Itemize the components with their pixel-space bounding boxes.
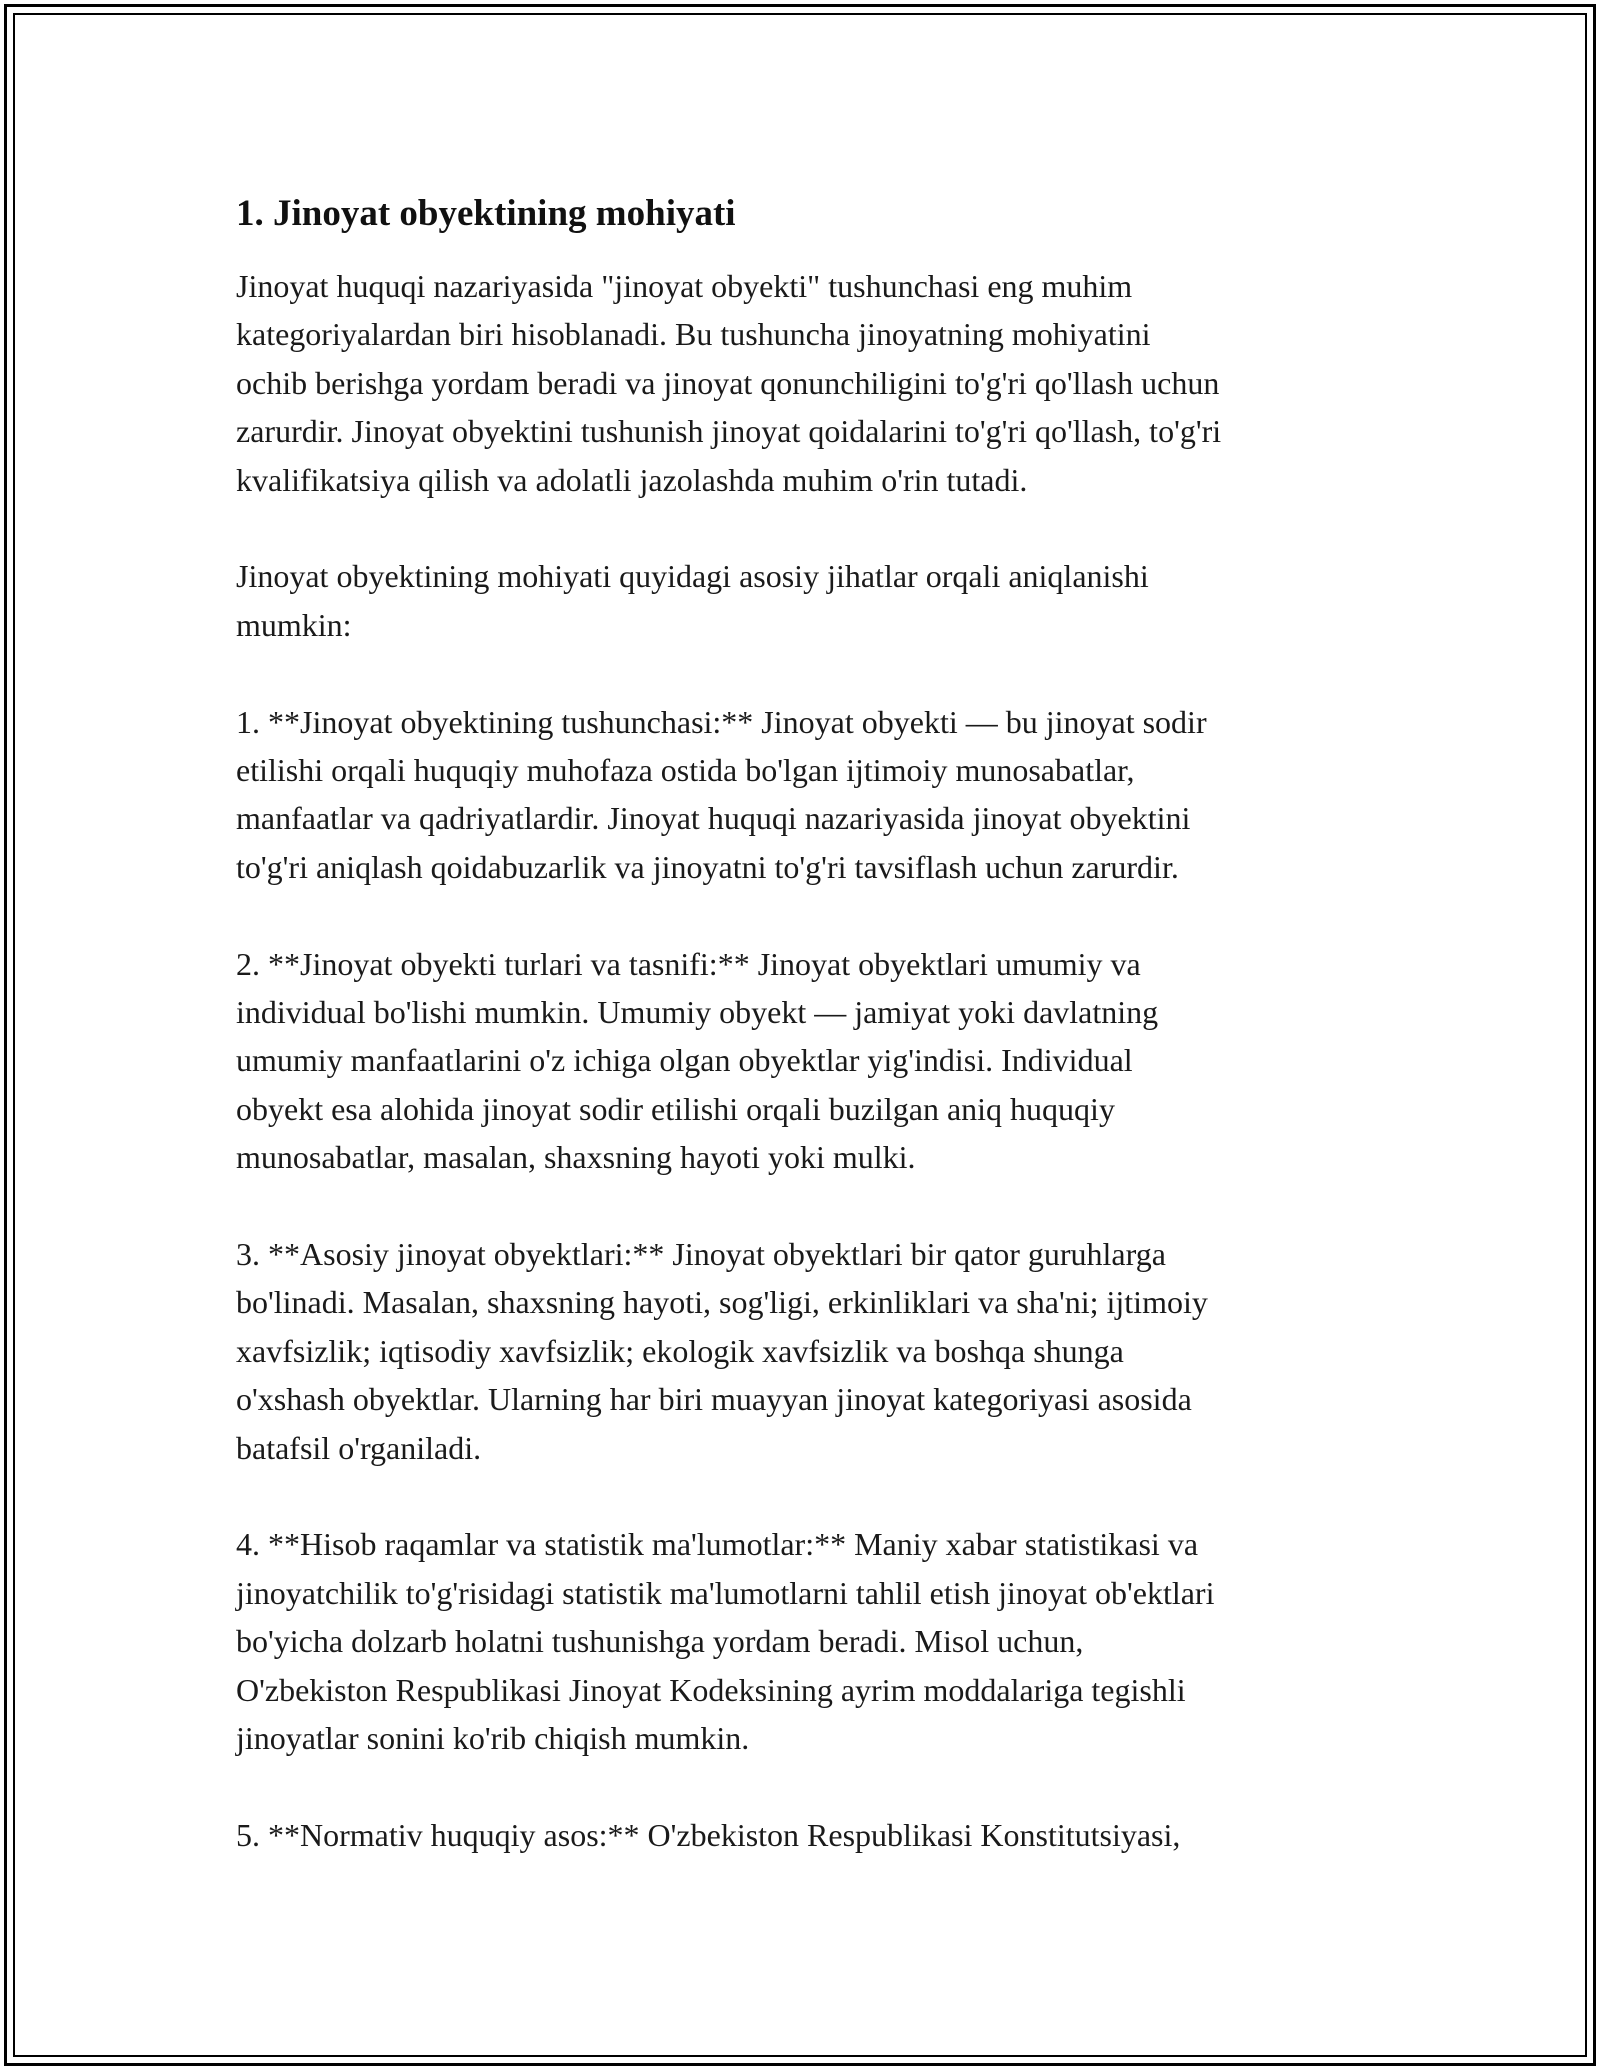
list-item-5: 5. **Normativ huquqiy asos:** O'zbekiston Respublikasi Konstitutsiyasi,: [236, 1816, 1181, 1853]
document-title: 1. Jinoyat obyektining mohiyati: [236, 193, 736, 234]
intro-paragraph: Jinoyat huquqi nazariyasida "jinoyat obyekti" tushunchasi eng muhim kategoriyalardan biri hisoblanadi. Bu tushuncha jinoyatning mohiyatini ochib berishga yordam beradi va jinoyat qonunchiligini to'g'ri qo'llash uchun zarurdir. Jinoyat obyektini tushunish jinoyat qoidalarini to'g'ri qo'llash, to'g'ri kvalifikatsiya qilish va adolatli jazolashda muhim o'rin tutadi.: [236, 268, 1222, 498]
list-item-4: 4. **Hisob raqamlar va statistik ma'lumotlar:** Maniy xabar statistikasi va jinoyatchilik to'g'risidagi statistik ma'lumotlarni tahlil etish jinoyat ob'ektlari bo'yicha dolzarb holatni tushunishga yordam beradi. Misol uchun, O'zbekiston Respublikasi Jinoyat Kodeksining ayrim moddalariga tegishli jinoyatlar sonini ko'rib chiqish mumkin.: [236, 1526, 1215, 1757]
document-body: [236, 188, 1366, 1908]
aspects-lead-paragraph: Jinoyat obyektining mohiyati quyidagi asosiy jihatlar orqali aniqlanishi mumkin:: [236, 558, 1149, 643]
list-item-3: 3. **Asosiy jinoyat obyektlari:** Jinoyat obyektlari bir qator guruhlarga bo'linadi. Masalan, shaxsning hayoti, sog'ligi, erkinliklari va sha'ni; ijtimoiy xavfsizlik; iqtisodiy xavfsizlik; ekologik xavfsizlik va boshqa shunga o'xshash obyektlar. Ularning har biri muayyan jinoyat kategoriyasi asosida batafsil o'rganiladi.: [236, 1236, 1208, 1466]
list-item-2: 2. **Jinoyat obyekti turlari va tasnifi:** Jinoyat obyektlari umumiy va individual bo'lishi mumkin. Umumiy obyekt — jamiyat yoki davlatning umumiy manfaatlarini o'z ichiga olgan obyektlar yig'indisi. Individual obyekt esa alohida jinoyat sodir etilishi orqali buzilgan aniq huquqiy munosabatlar, masalan, shaxsning hayoti yoki mulki.: [236, 945, 1159, 1176]
list-item-1: 1. **Jinoyat obyektining tushunchasi:** Jinoyat obyekti — bu jinoyat sodir etilishi orqali huquqiy muhofaza ostida bo'lgan ijtimoiy munosabatlar, manfaatlar va qadriyatlardir. Jinoyat huquqi nazariyasida jinoyat obyektini to'g'ri aniqlash qoidabuzarlik va jinoyatni to'g'ri tavsiflash uchun zarurdir.: [236, 703, 1207, 885]
